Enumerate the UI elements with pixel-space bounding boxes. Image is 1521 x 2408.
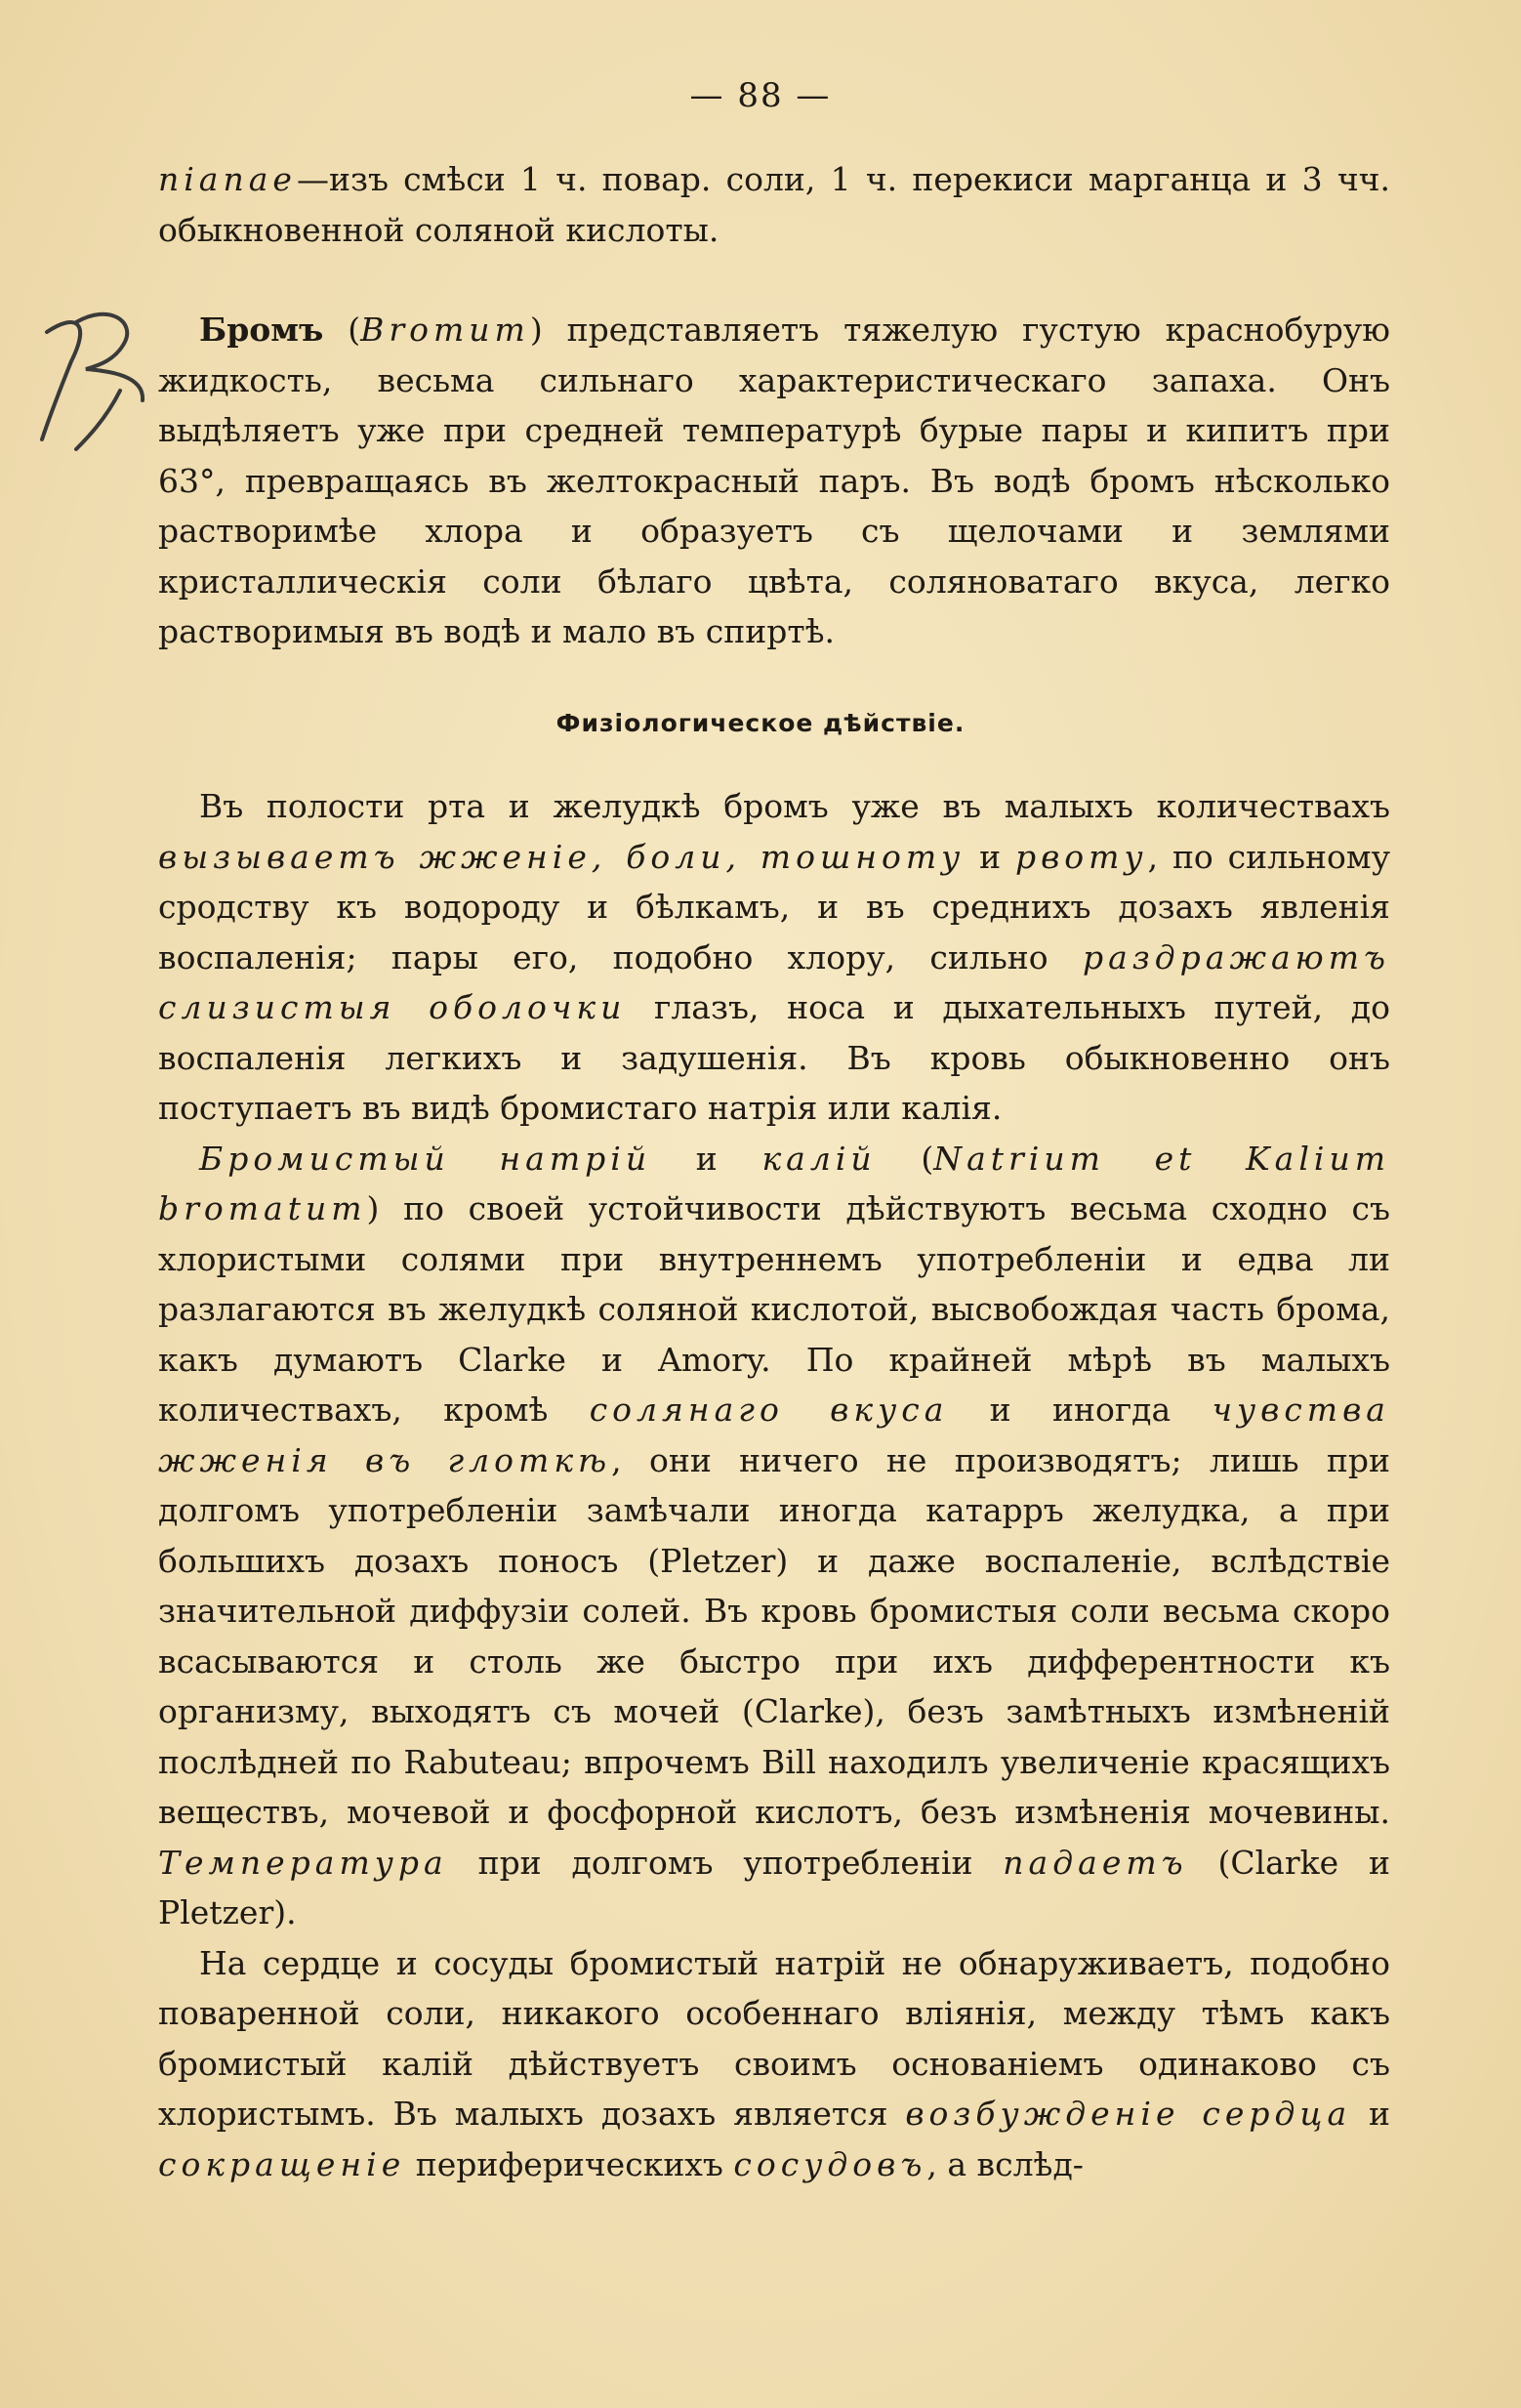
paragraph-bromine-description (158, 305, 1390, 657)
paragraph-chlorine-preparation (158, 154, 1390, 255)
text-run: , а вслѣд- (926, 2144, 1084, 2183)
handwritten-margin-mark-icon (18, 293, 164, 459)
spaced-phrase: падаетъ (1003, 1843, 1188, 1882)
text-run: глазъ, носа и дыхательныхъ путей, до воспаленія легкихъ и задушенія. Въ кровь обыкновенно онъ поступаетъ въ видѣ бромистаго натрія или калія. (158, 988, 1390, 1127)
text-run: , они ничего не производятъ; лишь при долгомъ употребленіи замѣчали иногда катарръ желудка, а при большихъ дозахъ поносъ (Pletzer) и даже воспаленіе, вслѣдствіе значительной диффузіи солей. Въ кровь бромистыя соли весьма скоро всасываются и столь же быстро при ихъ дифферентности къ организму, выходятъ съ мочей (Clarke), безъ замѣтныхъ измѣненій послѣдней по Rabuteau; впрочемъ Bill находилъ увеличеніе красящихъ веществъ, мочевой и фосфорной кислотъ, безъ измѣненія мочевины. (158, 1440, 1390, 1831)
text-run: ( (876, 1139, 934, 1178)
text-run: и иногда (948, 1391, 1213, 1429)
spaced-phrase: чувства жженія въ глоткѣ (158, 1391, 1390, 1479)
text-run: и (965, 837, 1015, 876)
spaced-phrase: рвоту (1014, 837, 1148, 876)
text-run: На сердце и сосуды бромистый натрій не обнаруживаетъ, подобно поваренной соли, никакого особеннаго вліянія, между тѣмъ какъ бромистый калій дѣйствуетъ своимъ основаніемъ одинаково съ хлористымъ. Въ малыхъ дозахъ является (158, 1943, 1390, 2133)
spaced-phrase: вызываетъ жженіе, боли, тошноту (158, 837, 966, 876)
spaced-phrase: возбужденіе сердца (905, 2095, 1352, 2133)
spaced-phrase: раздражаютъ слизистыя оболочки (158, 937, 1390, 1026)
spaced-phrase: Бромистый натрій (199, 1139, 652, 1178)
text-run: ) по своей устойчивости дѣйствуютъ весьма сходно съ хлористыми солями при внутреннемъ употребленіи и едва ли разлагаются въ желудкѣ соляной кислотой, высвобождая часть брома, какъ думаютъ Clarke и Amory. По крайней мѣрѣ въ малыхъ количествахъ, кромѣ (158, 1189, 1390, 1429)
text-run: и (651, 1139, 762, 1178)
text-run: периферическихъ (405, 2144, 734, 2183)
text-run: (Clarke и Pletzer). (158, 1843, 1390, 1931)
text-run: ( (323, 311, 361, 349)
spaced-phrase: сосудовъ (733, 2144, 927, 2183)
spaced-phrase: сокращеніе (158, 2144, 406, 2183)
text-run: , по сильному сродству къ водороду и бѣлкамъ, и въ среднихъ дозахъ явленія воспаленія; пары его, подобно хлору, сильно (158, 837, 1390, 976)
page-number: — 88 — (689, 76, 832, 115)
paragraph-text: ) представляетъ тяжелую густую краснобурую жидкость, весьма сильнаго характеристическаго запаха. Онъ выдѣляетъ уже при средней температурѣ бурые пары и кипитъ при 63°, превращаясь въ желтокрасный паръ. Въ водѣ бромъ нѣсколько растворимѣе хлора и образуетъ съ щелочами и землями кристаллическія соли бѣлаго цвѣта, соляноватаго вкуса, легко растворимыя въ водѣ и мало въ спиртѣ. (158, 311, 1390, 650)
text-run: Въ полости рта и желудкѣ бромъ уже въ малыхъ количествахъ (199, 787, 1390, 825)
paragraph-physiological-action (158, 781, 1390, 2189)
spaced-phrase: калій (761, 1139, 877, 1178)
spaced-phrase: Температура (158, 1843, 448, 1882)
latin-term: Bromum (360, 311, 530, 349)
term-bromine: Бромъ (199, 311, 324, 349)
section-heading: Физіологическое дѣйствіе. (555, 709, 966, 737)
text-run: при долгомъ употребленіи (447, 1843, 1004, 1882)
latin-term: Natrium et Kalium bromatum (158, 1139, 1391, 1227)
text-run: и (1351, 2095, 1391, 2133)
paragraph-text: —изъ смѣси 1 ч. повар. соли, 1 ч. перекиси марганца и 3 чч. обыкновенной соляной кислоты. (158, 160, 1390, 249)
spaced-phrase: солянаго вкуса (589, 1391, 949, 1429)
spaced-word: nianae (158, 160, 297, 198)
